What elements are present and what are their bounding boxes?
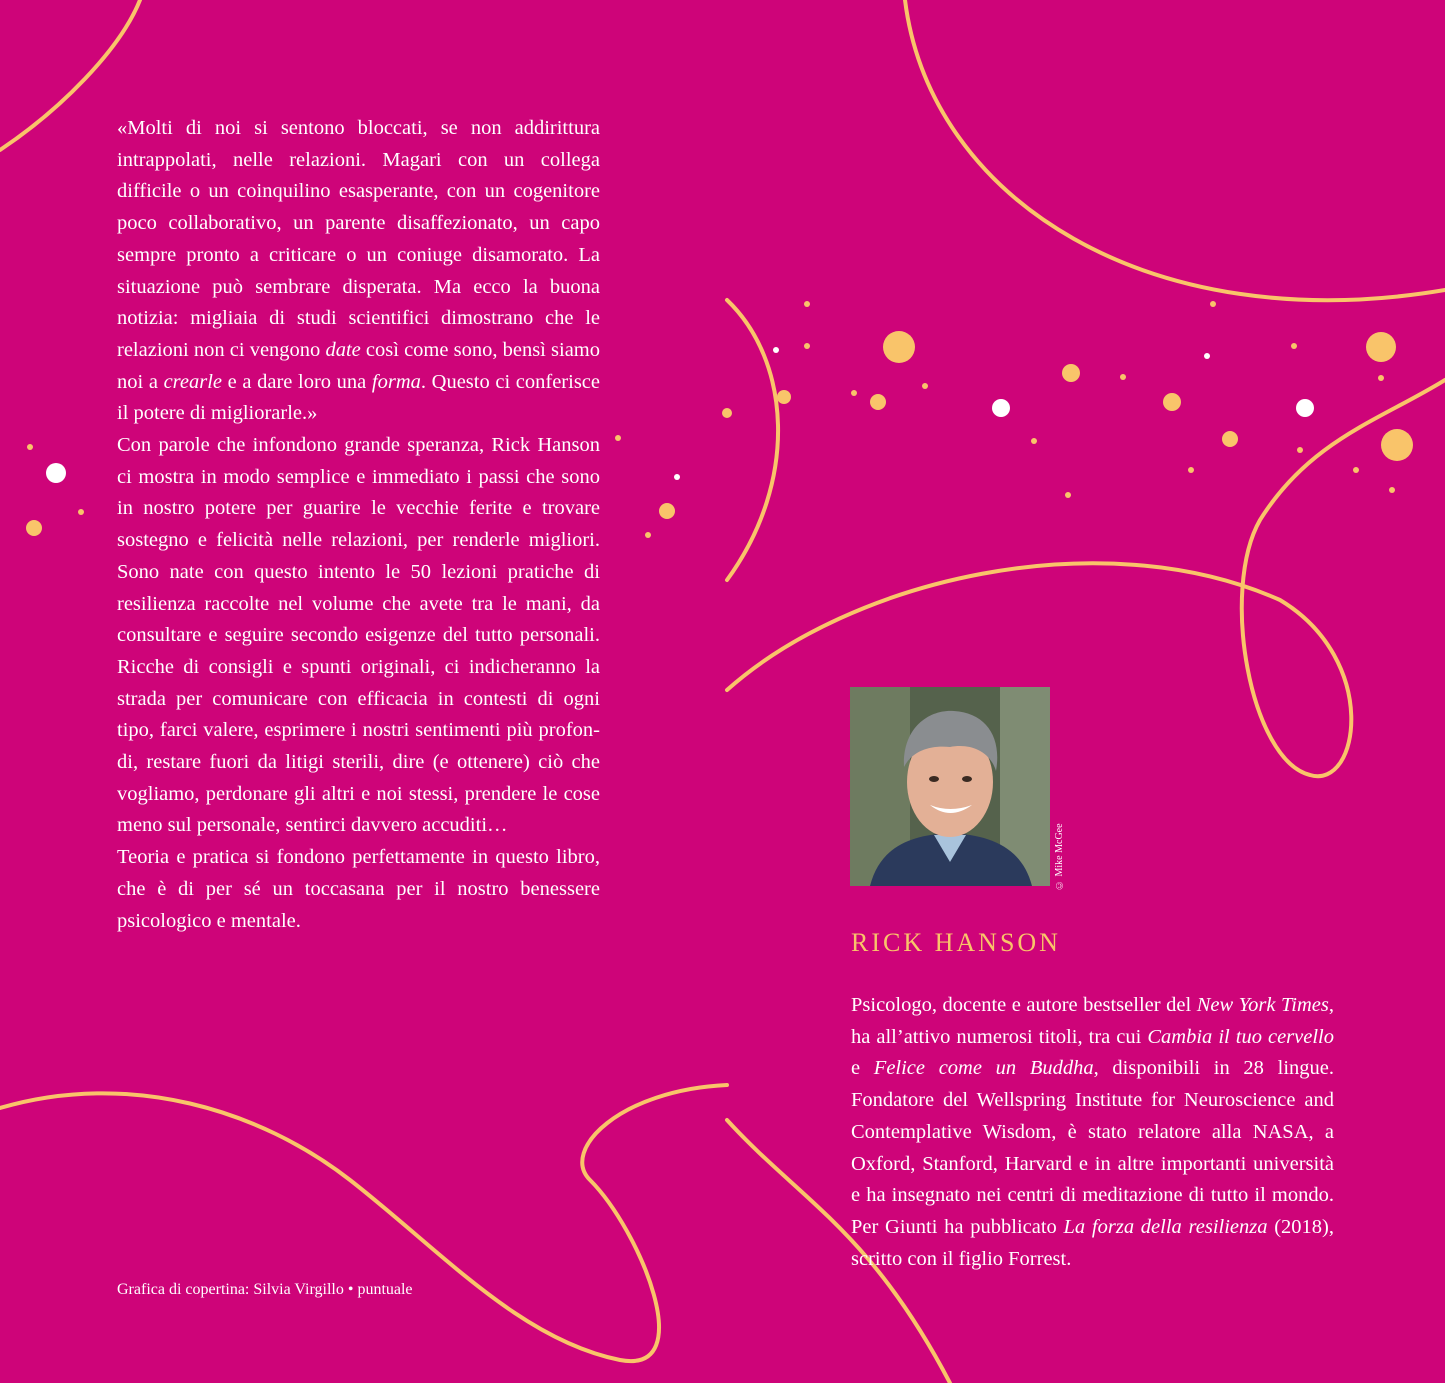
author-portrait-icon — [850, 687, 1050, 886]
back-cover-blurb — [117, 113, 600, 937]
author-photo — [850, 687, 1050, 886]
cover-design-credit: Grafica di copertina: Silvia Virgillo • puntuale — [117, 1281, 413, 1298]
author-bio — [851, 990, 1334, 1275]
photo-credit: © Mike McGee — [1054, 823, 1065, 890]
quote-paragraph: «Molti di noi si sentono bloccati, se non addirittura intrappolati, nelle relazioni. Magari con un collega difficile o un coinquilino esasperante, con un cogenitore poco collaborativo, un parente disaffezionato, un capo sempre pronto a criticare o un coniuge disamorato. La situazione può sembrare disperata. Ma ecco la buona notizia: migliaia di studi scientifici dimostrano che le relazioni non ci vengono date così come sono, bensì siamo noi a crearle e a dare loro una forma. Questo ci conferisce il potere di migliorarle.» — [117, 117, 601, 425]
description-paragraph: Con parole che infondono grande speranza, Rick Hanson ci mostra in modo semplice e immediato i passi che sono in nostro potere per guarire le vecchie ferite e trovare sostegno e felicità nelle relazioni, per renderle migliori. Sono nate con questo intento le 50 lezioni pratiche di resilienza raccolte nel volume che avete tra le mani, da consultare e seguire secondo esigenze del tutto personali. Ricche di consigli e spunti originali, ci indicheranno la strada per comunicare con efficacia in contesti di ogni tipo, farci valere, esprimere i nostri sentimenti più profondi, restare fuori da litigi sterili, dire (e ottenere) ciò che vogliamo, perdonare gli altri e noi stessi, prendere le cose meno sul personale, sentirci davvero accuditi… — [117, 434, 600, 837]
bio-paragraph: Psicologo, docente e autore bestseller del New York Times, ha all’attivo numerosi titoli, tra cui Cambia il tuo cervello e Felice come un Buddha, disponibili in 28 lingue. Fondatore del Wellspring Institute for Neuroscience and Contemplative Wisdom, è stato relatore alla NASA, a Oxford, Stanford, Harvard e in altre importanti università e ha insegnato nei centri di meditazione di tutto il mondo. Per Giunti ha pubblicato La forza della resilienza (2018), scritto con il figlio Forrest. — [851, 994, 1335, 1270]
author-name: RICK HANSON — [851, 928, 1061, 957]
closing-paragraph: Teoria e pratica si fondono perfettamente in questo libro, che è di per sé un toccasana per il nostro benessere psicologico e mentale. — [117, 846, 600, 932]
